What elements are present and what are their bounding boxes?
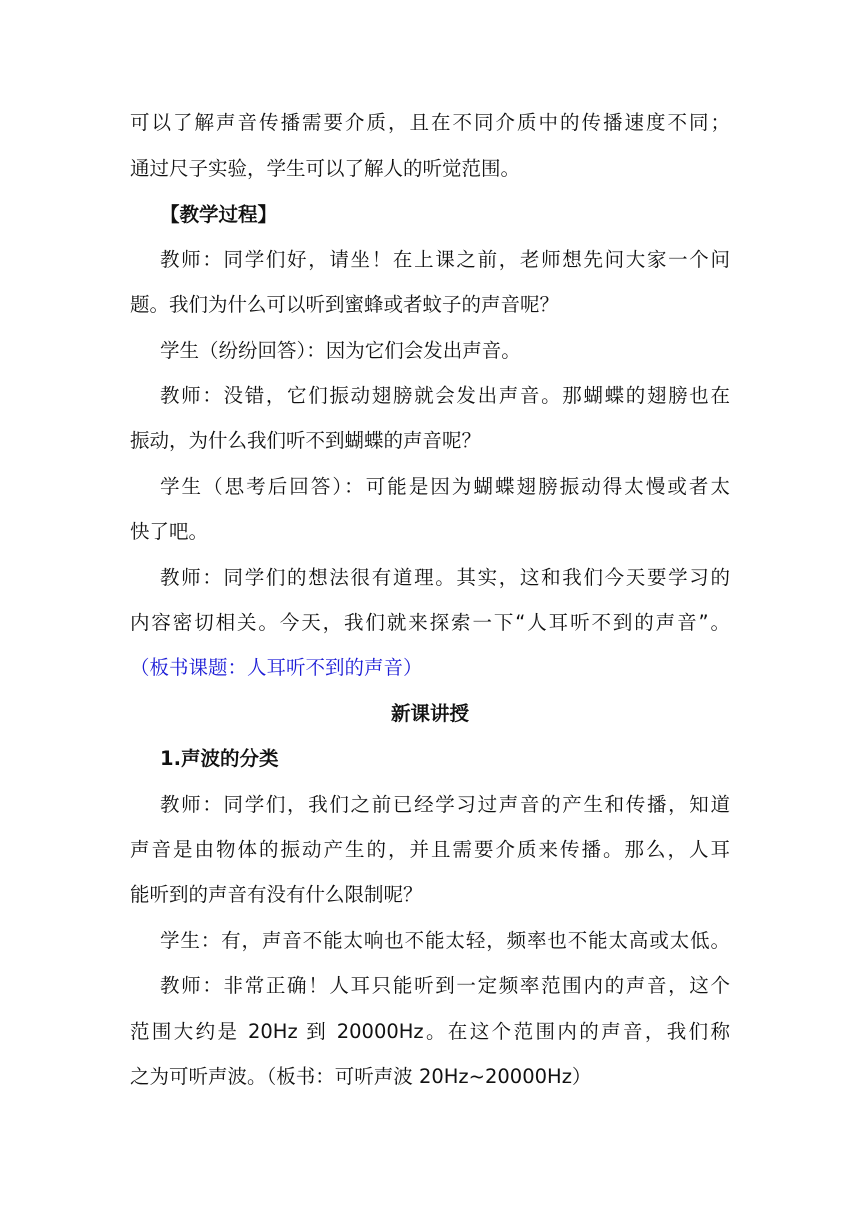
paragraph-line: 快了吧。 [130, 520, 209, 543]
paragraph-line: 学生：有，声音不能太响也不能太轻，频率也不能太高或太低。 [160, 929, 730, 952]
section-heading-teaching-process: 【教学过程】 [160, 203, 278, 226]
paragraph-line: 教师：同学们好，请坐！在上课之前，老师想先问大家一个问 [160, 248, 730, 271]
paragraph-line: 教师：同学们的想法很有道理。其实，这和我们今天要学习的 [160, 566, 730, 589]
paragraph-line: 教师：没错，它们振动翅膀就会发出声音。那蝴蝶的翅膀也在 [160, 384, 730, 407]
paragraph-line: 能听到的声音有没有什么限制呢？ [130, 883, 423, 906]
paragraph-line: 通过尺子实验，学生可以了解人的听觉范围。 [130, 157, 521, 180]
paragraph-line: 内容密切相关。今天，我们就来探索一下“人耳听不到的声音”。 [130, 611, 730, 634]
blackboard-title-note: （板书课题：人耳听不到的声音） [130, 656, 423, 679]
paragraph-line: 声音是由物体的振动产生的，并且需要介质来传播。那么，人耳 [130, 838, 730, 861]
paragraph-line: 教师：非常正确！人耳只能听到一定频率范围内的声音，这个 [160, 974, 730, 997]
subsection-heading-sound-wave-classification: 1.声波的分类 [160, 747, 279, 770]
paragraph-line: 之为可听声波。（板书：可听声波 20Hz~20000Hz） [130, 1065, 592, 1088]
paragraph-line: 范围大约是 20Hz 到 20000Hz。在这个范围内的声音，我们称 [130, 1020, 730, 1043]
paragraph-line: 学生（思考后回答）：可能是因为蝴蝶翅膀振动得太慢或者太 [160, 475, 730, 498]
paragraph-line: 题。我们为什么可以听到蜜蜂或者蚊子的声音呢？ [130, 293, 560, 316]
paragraph-line: 振动，为什么我们听不到蝴蝶的声音呢？ [130, 429, 482, 452]
paragraph-line: 教师：同学们，我们之前已经学习过声音的产生和传播，知道 [160, 793, 730, 816]
paragraph-line: 可以了解声音传播需要介质，且在不同介质中的传播速度不同； [130, 111, 730, 134]
paragraph-line: 学生（纷纷回答）：因为它们会发出声音。 [160, 339, 521, 362]
section-heading-new-lesson: 新课讲授 [390, 702, 469, 725]
